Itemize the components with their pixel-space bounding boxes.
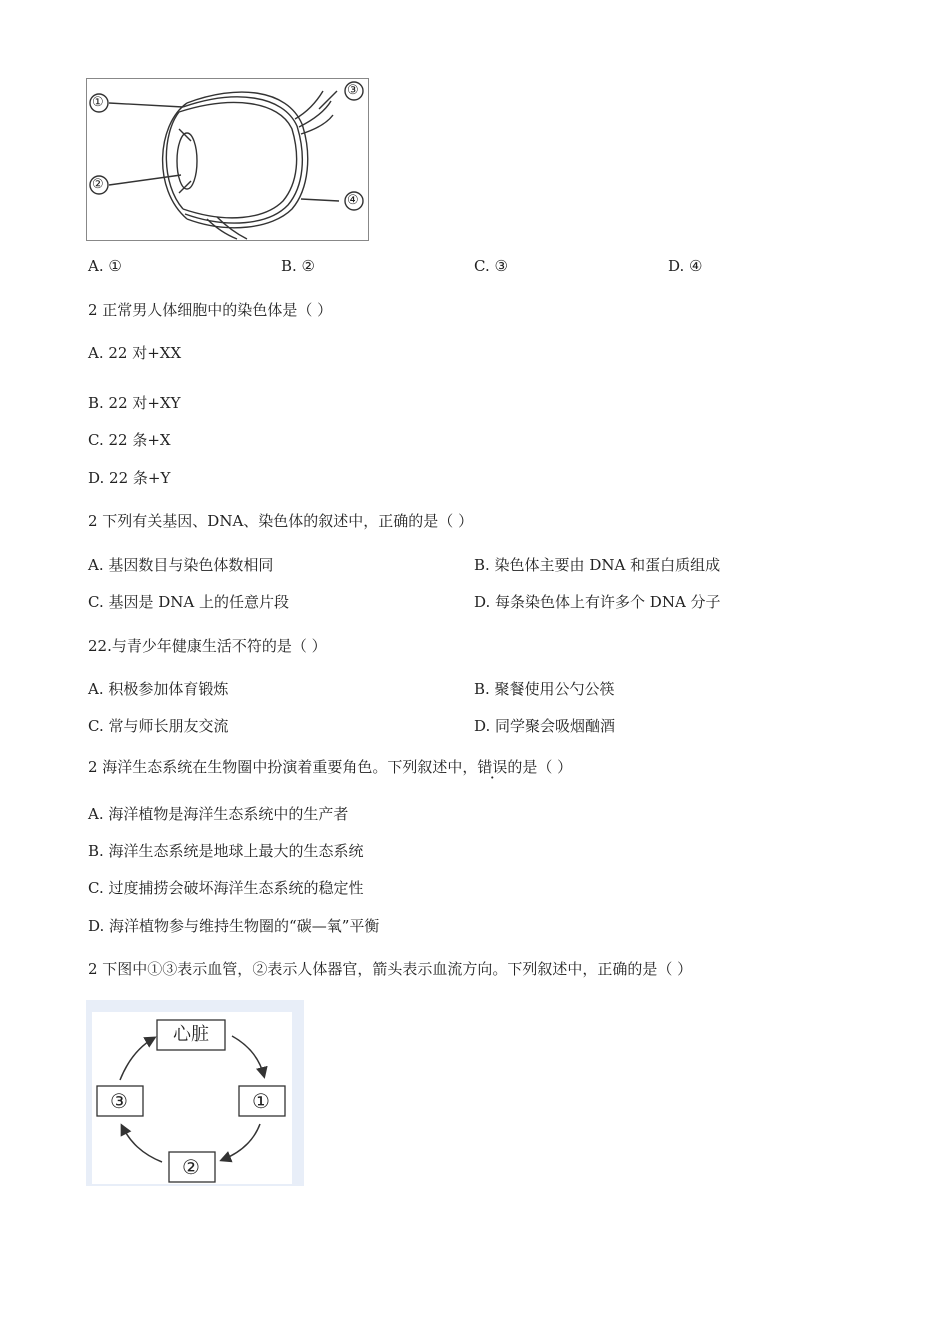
q-ocean-option-a: A. 海洋植物是海洋生态系统中的生产者 (88, 805, 349, 823)
q-ocean-stem-emphasis: 错误 (477, 758, 508, 776)
circulation-diagram (86, 1000, 304, 1186)
q-health-option-d: D. 同学聚会吸烟酗酒 (474, 717, 616, 735)
q-gene-option-b: B. 染色体主要由 DNA 和蛋白质组成 (474, 556, 721, 574)
q-chromosome-stem: 2 正常男人体细胞中的染色体是（ ） (88, 301, 333, 319)
q-health-stem: 22.与青少年健康生活不符的是（ ） (88, 637, 327, 655)
eye-label-4: ④ (347, 193, 359, 208)
eye-label-1: ① (92, 95, 104, 110)
q-chromosome-option-d: D. 22 条+Y (88, 469, 171, 487)
eye-label-3: ③ (347, 83, 359, 98)
q-chromosome-option-a: A. 22 对+XX (88, 344, 182, 362)
q-ocean-stem-pre: 2 海洋生态系统在生物圈中扮演着重要角色。下列叙述中， (88, 758, 478, 776)
q-health-option-c: C. 常与师长朋友交流 (88, 717, 229, 735)
q-gene-stem: 2 下列有关基因、DNA、染色体的叙述中，正确的是（ ） (88, 512, 474, 530)
q-chromosome-option-c: C. 22 条+X (88, 431, 171, 449)
q-gene-option-c: C. 基因是 DNA 上的任意片段 (88, 593, 289, 611)
eye-option-b: B. ② (281, 257, 316, 275)
eye-option-c: C. ③ (474, 257, 508, 275)
eye-diagram (86, 78, 369, 241)
q-ocean-option-b: B. 海洋生态系统是地球上最大的生态系统 (88, 842, 364, 860)
eye-option-a: A. ① (88, 257, 122, 275)
eye-option-d: D. ④ (668, 257, 703, 275)
eye-label-2: ② (92, 177, 104, 192)
q-ocean-stem (88, 757, 572, 777)
q-ocean-option-c: C. 过度捕捞会破坏海洋生态系统的稳定性 (88, 879, 364, 897)
circ-label-1: ① (252, 1089, 270, 1113)
eye-drawing (87, 79, 370, 242)
q-chromosome-option-b: B. 22 对+XY (88, 394, 181, 412)
q-gene-option-d: D. 每条染色体上有许多个 DNA 分子 (474, 593, 721, 611)
q-gene-option-a: A. 基因数目与染色体数相同 (88, 556, 274, 574)
q-ocean-stem-post: 的是（ ） (507, 758, 573, 776)
circ-label-3: ③ (110, 1089, 128, 1113)
circ-heart-label: 心脏 (173, 1024, 209, 1045)
q-health-option-b: B. 聚餐使用公勺公筷 (474, 680, 615, 698)
circ-label-2: ② (182, 1155, 200, 1179)
q-health-option-a: A. 积极参加体育锻炼 (88, 680, 229, 698)
q-blood-stem: 2 下图中①③表示血管，②表示人体器官，箭头表示血流方向。下列叙述中，正确的是（ ） (88, 960, 693, 978)
q-ocean-option-d: D. 海洋植物参与维持生物圈的“碳—氧”平衡 (88, 917, 380, 935)
circulation-diagram-canvas (92, 1012, 292, 1184)
